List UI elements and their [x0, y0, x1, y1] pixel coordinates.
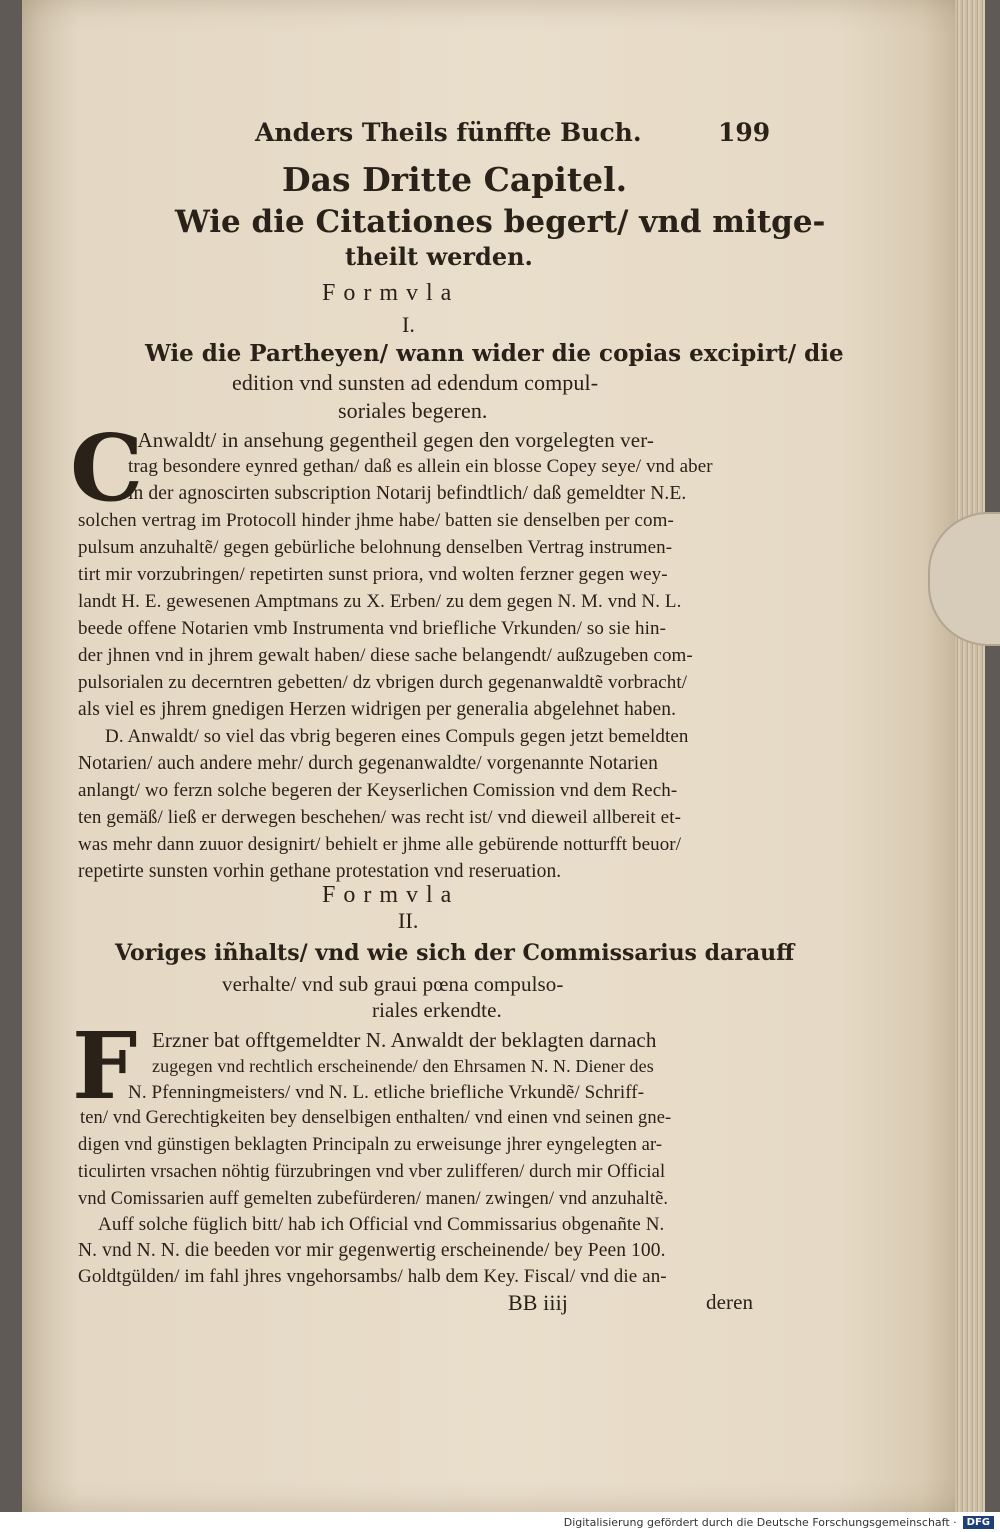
formula-number: II. — [398, 908, 419, 933]
digitization-footer — [0, 1512, 1000, 1532]
text-line: ticulirten vrsachen nöhtig fürzubringen vnd vber zulifferen/ durch mir Official — [78, 1162, 666, 1182]
catchword: deren — [706, 1290, 754, 1314]
chapter-subtitle-line2: theilt werden. — [345, 242, 533, 271]
footer-text: Digitalisierung gefördert durch die Deutsche Forschungsgemeinschaft · — [563, 1515, 957, 1529]
formula1-title-line: edition vnd sunsten ad edendum compul- — [232, 370, 599, 395]
page-number: 199 — [718, 118, 771, 147]
formula-number: I. — [402, 312, 416, 337]
signature-mark: BB iiij — [508, 1290, 568, 1315]
text-line: ten gemäß/ ließ er derwegen beschehen/ was recht ist/ vnd dieweil allbereit et- — [78, 807, 681, 828]
text-line: digen vnd günstigen beklagten Principaln zu erweisunge jhrer eyngelegten ar- — [78, 1135, 663, 1155]
running-title: Anders Theils fünffte Buch. — [255, 118, 642, 147]
text-line: was mehr dann zuuor designirt/ behielt er jhme alle gebürende notturfft beuor/ — [78, 834, 682, 855]
text-line: Erzner bat offtgemeldter N. Anwaldt der beklagten darnach — [152, 1028, 657, 1052]
text-line: ten/ vnd Gerechtigkeiten bey denselbigen enthalten/ vnd einen vnd seinen gne- — [80, 1108, 672, 1128]
text-line: Auff solche füglich bitt/ hab ich Official vnd Commissarius obgenañte N. — [98, 1214, 665, 1235]
formula1-title-line: soriales begeren. — [338, 398, 488, 423]
text-line: D. Anwaldt/ so viel das vbrig begeren eines Compuls gegen jetzt bemeldten — [105, 726, 689, 747]
decorative-initial: C — [70, 414, 144, 522]
text-line: N. vnd N. N. die beeden vor mir gegenwertig erscheinende/ bey Peen 100. — [78, 1240, 666, 1261]
formula-label: Formvla — [322, 280, 460, 306]
page-stack-edge — [955, 0, 985, 1512]
chapter-subtitle-line1: Wie die Citationes begert/ vnd mitge- — [175, 204, 826, 240]
text-line: in der agnoscirten subscription Notarij befindtlich/ daß gemeldter N.E. — [128, 483, 687, 504]
formula2-title-line: verhalte/ vnd sub graui pœna compulso- — [222, 972, 564, 996]
text-line: pulsorialen zu decerntren gebetten/ dz vbrigen durch gegenanwaldtẽ vorbracht/ — [78, 672, 688, 693]
text-line: tirt mir vorzubringen/ repetirten sunst priora, vnd wolten ferzner gegen wey- — [78, 564, 668, 585]
chapter-title: Das Dritte Capitel. — [282, 160, 628, 199]
formula1-title-line: Wie die Partheyen/ wann wider die copias excipirt/ die — [145, 340, 844, 367]
text-line: der jhnen vnd in jhrem gewalt haben/ diese sache belangendt/ außzugeben com- — [78, 645, 693, 666]
dfg-logo: DFG — [963, 1516, 994, 1529]
text-line: als viel es jhrem gnedigen Herzen widrigen per generalia abgelehnet haben. — [78, 699, 677, 720]
text-line: Notarien/ auch andere mehr/ durch gegenanwaldte/ vorgenannte Notarien — [78, 753, 658, 774]
text-line: landt H. E. gewesenen Amptmans zu X. Erben/ zu dem gegen N. M. vnd N. L. — [78, 591, 682, 612]
text-line: trag besondere eynred gethan/ daß es allein ein blosse Copey seye/ vnd aber — [128, 456, 713, 477]
formula2-title-line: Voriges iñhalts/ vnd wie sich der Commissarius darauff — [115, 940, 795, 966]
text-line: Goldtgülden/ im fahl jhres vngehorsambs/ halb dem Key. Fiscal/ vnd die an- — [78, 1266, 667, 1287]
text-line: N. Pfenningmeisters/ vnd N. L. etliche briefliche Vrkundẽ/ Schriff- — [128, 1082, 645, 1103]
formula-label: Formvla — [322, 882, 460, 908]
decorative-initial: F — [72, 1012, 138, 1120]
text-line: beede offene Notarien vmb Instrumenta vnd briefliche Vrkunden/ so sie hin- — [78, 618, 667, 639]
text-line: anlangt/ wo ferzn solche begeren der Keyserlichen Comission vnd dem Rech- — [78, 780, 678, 801]
text-line: pulsum anzuhaltẽ/ gegen gebürliche belohnung denselben Vertrag instrumen- — [78, 537, 673, 558]
text-line: repetirte sunsten vorhin gethane protestation vnd reseruation. — [78, 861, 562, 882]
text-line: solchen vertrag im Protocoll hinder jhme habe/ batten sie denselben per com- — [78, 510, 674, 531]
text-line: zugegen vnd rechtlich erscheinende/ den Ehrsamen N. N. Diener des — [152, 1056, 654, 1076]
text-line: vnd Comissarien auff gemelten zubefürderen/ manen/ zwingen/ vnd anzuhaltẽ. — [78, 1189, 669, 1209]
text-line: . Anwaldt/ in ansehung gegentheil gegen den vorgelegten ver- — [128, 428, 654, 452]
formula2-title-line: riales erkendte. — [372, 998, 502, 1022]
